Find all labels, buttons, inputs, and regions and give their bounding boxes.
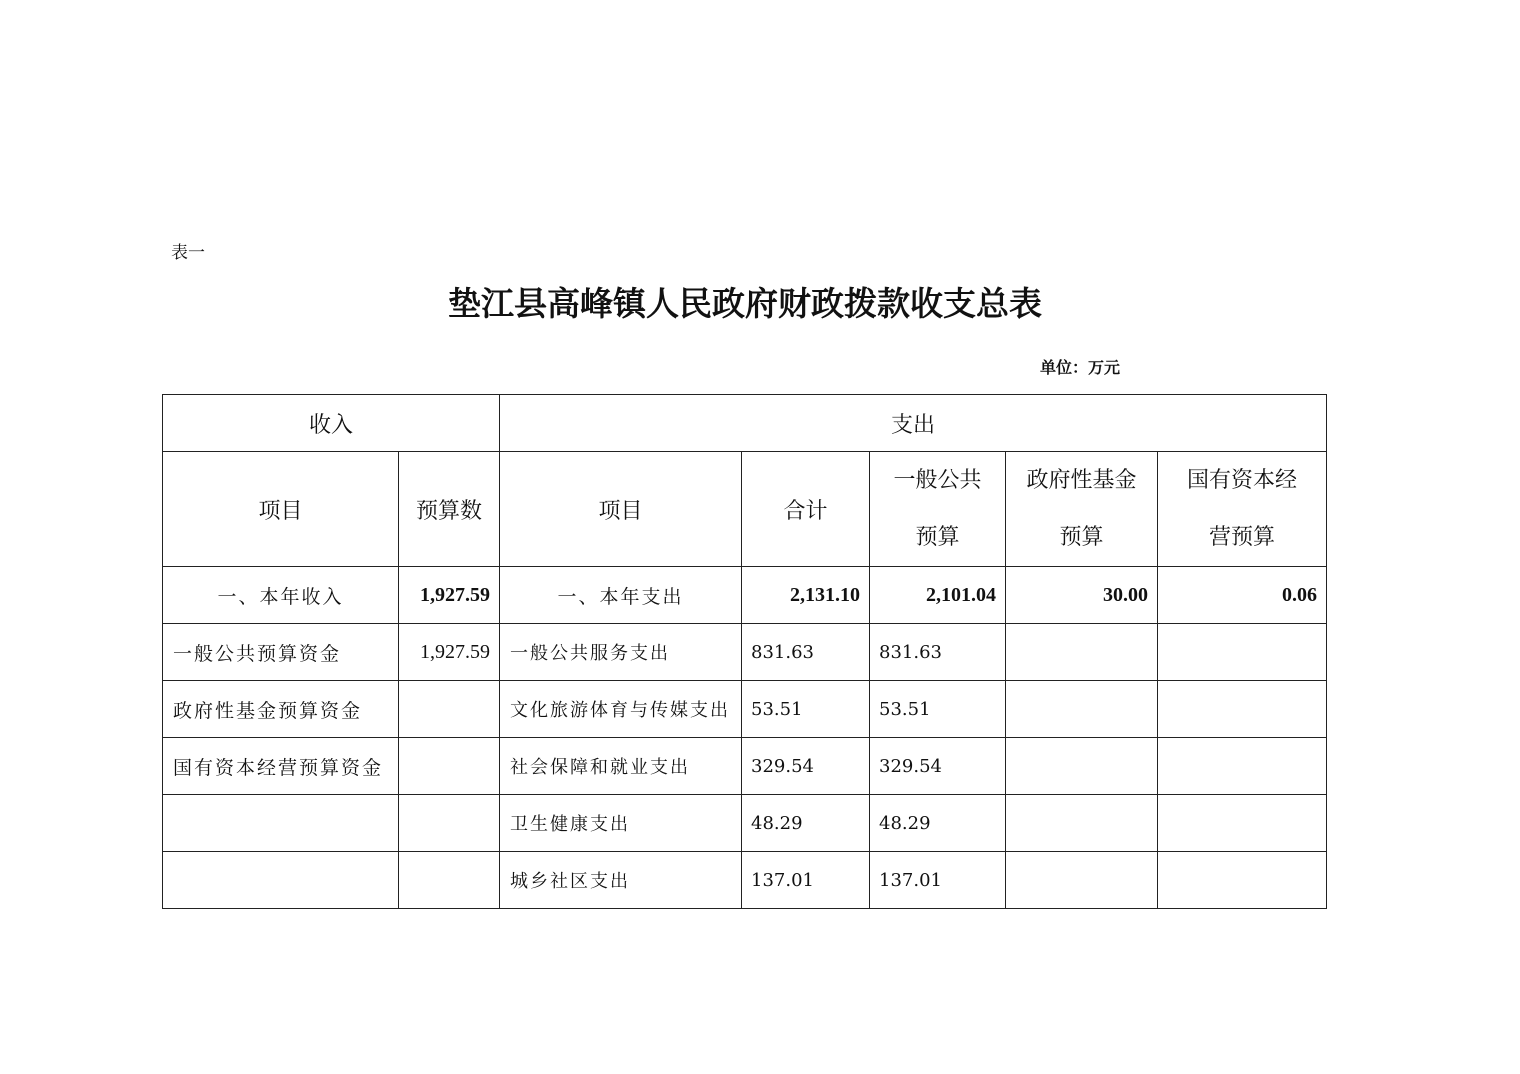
expense-general-cell: 48.29 bbox=[870, 795, 1006, 852]
expense-header: 支出 bbox=[500, 395, 1327, 452]
totals-row bbox=[163, 567, 1327, 624]
table-row bbox=[163, 624, 1327, 681]
income-item-cell: 一般公共预算资金 bbox=[163, 624, 399, 681]
state-capital-header-line1: 国有资本经 bbox=[1187, 468, 1298, 493]
expense-total-cell: 329.54 bbox=[742, 738, 870, 795]
expense-state-capital-cell bbox=[1158, 738, 1327, 795]
expense-gov-fund-value: 30.00 bbox=[1006, 567, 1158, 624]
expense-total-value: 2,131.10 bbox=[742, 567, 870, 624]
expense-gov-fund-cell bbox=[1006, 624, 1158, 681]
expense-general-cell: 831.63 bbox=[870, 624, 1006, 681]
income-item-cell bbox=[163, 852, 399, 909]
expense-total-cell: 137.01 bbox=[742, 852, 870, 909]
gov-fund-header-line2: 预算 bbox=[1059, 525, 1104, 550]
gov-fund-header bbox=[1006, 452, 1158, 567]
expense-item-cell: 一般公共服务支出 bbox=[500, 624, 742, 681]
income-total-value: 1,927.59 bbox=[399, 567, 500, 624]
expense-general-cell: 137.01 bbox=[870, 852, 1006, 909]
general-public-header-line1: 一般公共 bbox=[893, 468, 982, 493]
income-value-cell bbox=[399, 852, 500, 909]
expense-gov-fund-cell bbox=[1006, 738, 1158, 795]
income-value-cell bbox=[399, 795, 500, 852]
expense-general-cell: 53.51 bbox=[870, 681, 1006, 738]
header-row-2 bbox=[163, 452, 1327, 567]
income-value-cell bbox=[399, 681, 500, 738]
table-row bbox=[163, 795, 1327, 852]
income-item-cell: 政府性基金预算资金 bbox=[163, 681, 399, 738]
income-total-label: 一、本年收入 bbox=[163, 567, 399, 624]
expense-state-capital-cell bbox=[1158, 624, 1327, 681]
expense-gov-fund-cell bbox=[1006, 852, 1158, 909]
expense-state-capital-cell bbox=[1158, 795, 1327, 852]
expense-total-header: 合计 bbox=[742, 452, 870, 567]
expense-item-cell: 城乡社区支出 bbox=[500, 852, 742, 909]
income-item-header: 项目 bbox=[163, 452, 399, 567]
expense-state-capital-cell bbox=[1158, 681, 1327, 738]
table-row bbox=[163, 852, 1327, 909]
general-public-header-line2: 预算 bbox=[915, 525, 960, 550]
expense-item-header: 项目 bbox=[500, 452, 742, 567]
page-title: 垫江县高峰镇人民政府财政拨款收支总表 bbox=[448, 284, 1042, 323]
expense-general-cell: 329.54 bbox=[870, 738, 1006, 795]
expense-item-cell: 卫生健康支出 bbox=[500, 795, 742, 852]
expense-gov-fund-cell bbox=[1006, 795, 1158, 852]
expense-general-value: 2,101.04 bbox=[870, 567, 1006, 624]
expense-total-label: 一、本年支出 bbox=[500, 567, 742, 624]
gov-fund-header-line1: 政府性基金 bbox=[1026, 468, 1137, 493]
table-label: 表一 bbox=[171, 243, 205, 263]
expense-total-cell: 831.63 bbox=[742, 624, 870, 681]
expense-gov-fund-cell bbox=[1006, 681, 1158, 738]
income-item-cell: 国有资本经营预算资金 bbox=[163, 738, 399, 795]
expense-total-cell: 48.29 bbox=[742, 795, 870, 852]
header-row-1 bbox=[163, 395, 1327, 452]
income-header: 收入 bbox=[163, 395, 500, 452]
income-budget-header: 预算数 bbox=[399, 452, 500, 567]
expense-state-capital-cell bbox=[1158, 852, 1327, 909]
expense-item-cell: 社会保障和就业支出 bbox=[500, 738, 742, 795]
general-public-header bbox=[870, 452, 1006, 567]
income-value-cell: 1,927.59 bbox=[399, 624, 500, 681]
income-item-cell bbox=[163, 795, 399, 852]
table-row bbox=[163, 681, 1327, 738]
income-value-cell bbox=[399, 738, 500, 795]
expense-total-cell: 53.51 bbox=[742, 681, 870, 738]
state-capital-header-line2: 营预算 bbox=[1209, 525, 1276, 550]
state-capital-header bbox=[1158, 452, 1327, 567]
unit-label: 单位：万元 bbox=[1040, 358, 1121, 377]
table-row bbox=[163, 738, 1327, 795]
expense-item-cell: 文化旅游体育与传媒支出 bbox=[500, 681, 742, 738]
expense-state-capital-value: 0.06 bbox=[1158, 567, 1327, 624]
budget-summary-table bbox=[162, 394, 1327, 909]
